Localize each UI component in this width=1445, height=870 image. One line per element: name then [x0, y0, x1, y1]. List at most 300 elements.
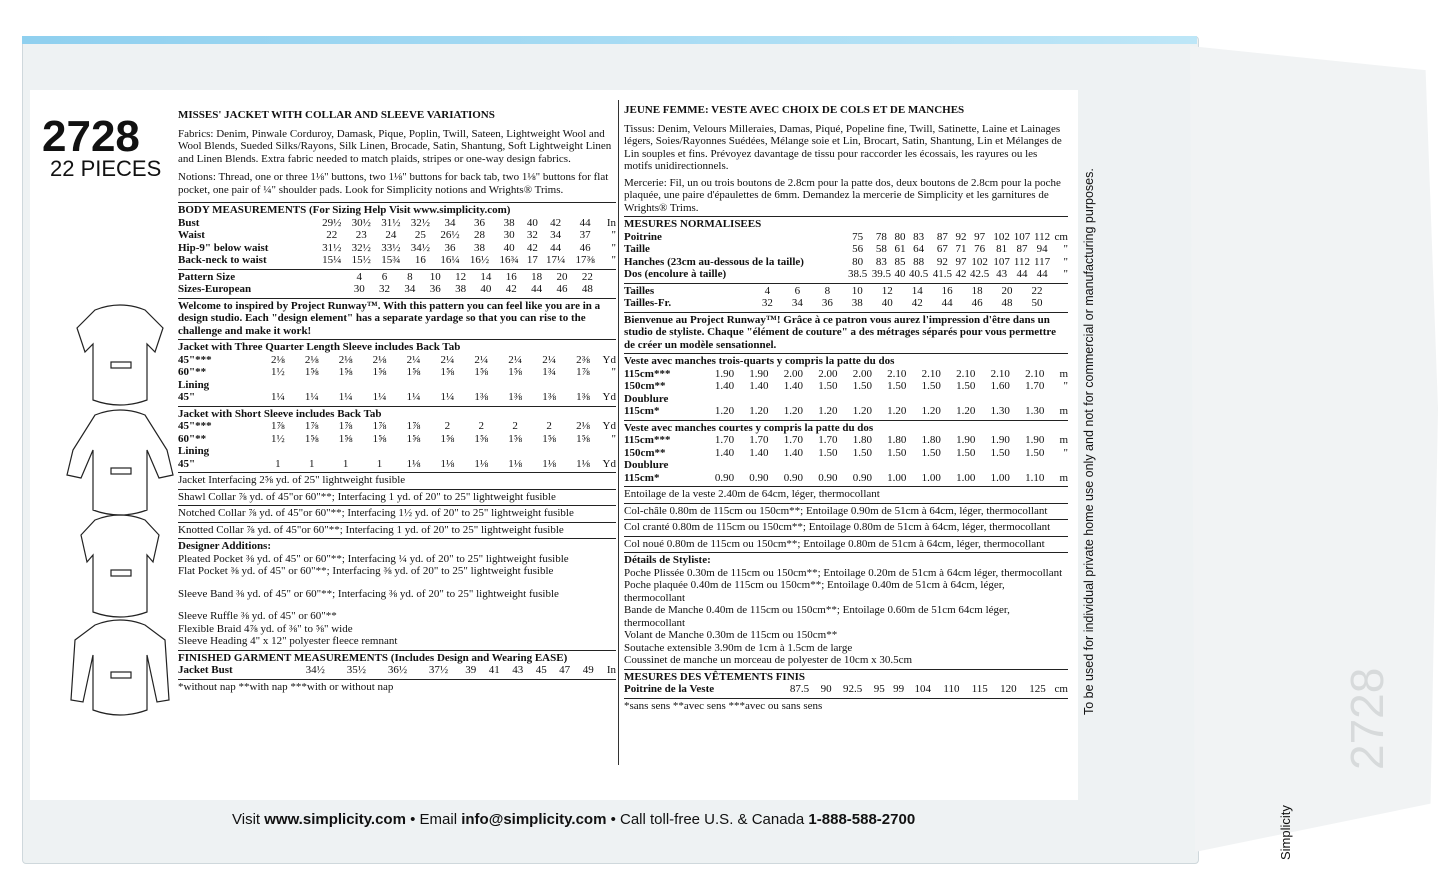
- table-cell: 38: [455, 283, 467, 295]
- row-unit: m: [1059, 367, 1068, 380]
- row-unit: ": [611, 432, 616, 445]
- table-cell: 104: [914, 683, 932, 695]
- fr-mercerie: Mercerie: Fil, un ou trois boutons de 2.8cm pour la patte dos, deux boutons de 2.8cm pour la poche plaquée, une paire d'épaulettes de 6mm. Demandez la mercerie de Simplicity et les garnitures de Wrights® Trims.: [624, 176, 1061, 214]
- table-cell: 1¼: [270, 391, 285, 403]
- table-cell: 42: [911, 297, 923, 309]
- table-cell: 1.50: [990, 446, 1010, 459]
- table-cell: 1⅝: [440, 432, 455, 445]
- fr-tissus: Tissus: Denim, Velours Milleraies, Damas, Piqué, Popeline fine, Twill, Satinette, Laine et Lainages légers, Soies/Rayonnes Suédées, Mélange soie et Lin, Brocart, Satin, Shantung, Lin et Mélanges de Lin souples et fins. Prévoyez davantage de tissu pour raccorder les écossais, les rayures ou les motifs unidirectionnels.: [624, 122, 1062, 172]
- table-cell: [811, 393, 845, 406]
- en-band: Sleeve Band ⅜ yd. of 45" or 60"**; Interfacing ⅜ yd. of 20" to 25" lightweight fusible: [178, 587, 559, 600]
- en-tq-title: Jacket with Three Quarter Length Sleeve includes Back Tab: [178, 341, 461, 353]
- row-unit: [600, 271, 616, 284]
- table-cell: 92.5: [843, 683, 863, 695]
- row-label: Pattern Size: [178, 270, 236, 283]
- table-cell: 2: [512, 420, 518, 432]
- table-cell: 41.5: [932, 268, 952, 280]
- table-cell: 2⅛: [576, 420, 590, 432]
- en-fabrics: Fabrics: Denim, Pinwale Corduroy, Damask, Pique, Poplin, Twill, Sateen, Lightweight Wool and Wool Blends, Sueded Silks/Rayons, Silk Linen, Brocade, Satin, Shantung, Soft Lightweight Linen and Linen Blends. Extra fabric needed to match plaids, stripes or one-way design fabrics.: [178, 127, 612, 165]
- table-cell: 80: [852, 255, 864, 268]
- fr-soutache: Soutache extensible 3.90m de 1cm à 1.5cm de large: [624, 641, 853, 654]
- table-cell: 38.5: [848, 268, 868, 280]
- table-cell: 1⅛: [576, 457, 590, 470]
- row-unit: [1052, 285, 1068, 298]
- table-cell: 2¼: [542, 353, 556, 366]
- row-unit: In: [606, 216, 616, 229]
- table-cell: [397, 379, 431, 392]
- table-cell: 14: [911, 284, 923, 297]
- table-cell: 12: [881, 284, 893, 297]
- table-cell: 1: [308, 457, 315, 470]
- row-label: 60"**: [178, 432, 207, 445]
- table-cell: 39: [465, 664, 477, 676]
- table-cell: 1⅝: [474, 432, 489, 445]
- table-cell: [566, 379, 600, 392]
- en-notions: Notions: Thread, one or three 1⅛" buttons, two 1⅛" buttons for back tab, two 1⅛" buttons for flat pocket, one pair of ¼" shoulder pads. Look for Simplicity notions and Wrights® Trims.: [178, 171, 609, 196]
- sketch-back-tab-2: [111, 468, 131, 474]
- table-cell: 1⅞: [576, 366, 590, 378]
- table-cell: 44: [1016, 268, 1028, 280]
- table-cell: 16: [941, 284, 953, 297]
- table-cell: 4: [356, 270, 362, 283]
- table-cell: [914, 459, 948, 472]
- table-cell: 99: [893, 683, 905, 695]
- footer-email-link[interactable]: info@simplicity.com: [461, 811, 607, 828]
- fr-mesures-title: MESURES NORMALISEES: [624, 218, 762, 230]
- sketch-long-sleeve-back: [71, 620, 169, 715]
- table-cell: 46: [971, 297, 983, 309]
- table-cell: 78: [875, 230, 887, 243]
- table-cell: [566, 445, 600, 458]
- table-cell: 2: [478, 420, 485, 432]
- row-label: 45"***: [178, 420, 212, 432]
- table-cell: 87: [936, 230, 948, 243]
- table-cell: 34: [444, 216, 456, 229]
- row-label: Doublure: [624, 459, 669, 471]
- fr-ss-title: Veste avec manches courtes y compris la patte du dos: [624, 421, 874, 434]
- table-cell: 2⅛: [270, 353, 285, 366]
- column-divider: [618, 100, 619, 765]
- row-label: 60"**: [178, 366, 207, 378]
- fr-tailles-table: [624, 285, 1068, 310]
- table-cell: 120: [1000, 683, 1017, 695]
- table-cell: 85: [894, 255, 906, 268]
- en-shawl: Shawl Collar ⅞ yd. of 45"or 60"**; Interfacing 1 yd. of 20" to 25" lightweight fusible: [178, 490, 556, 503]
- table-cell: [295, 445, 329, 458]
- row-unit: Yd: [602, 391, 616, 403]
- row-unit: cm: [1054, 230, 1068, 243]
- table-cell: [295, 379, 329, 392]
- table-cell: 2.00: [818, 367, 838, 380]
- sketch-back-tab-3: [111, 570, 131, 576]
- table-row: [178, 433, 616, 446]
- table-cell: 64: [913, 243, 925, 255]
- table-cell: 35½: [346, 664, 366, 676]
- table-cell: 1½: [270, 366, 285, 378]
- table-cell: 56: [852, 243, 864, 255]
- table-cell: 2¼: [440, 353, 455, 366]
- table-cell: 1⅝: [406, 366, 421, 378]
- table-cell: 90: [820, 683, 832, 695]
- footer-call: • Call toll-free U.S. & Canada: [606, 811, 809, 828]
- table-cell: 1.90: [1025, 434, 1045, 446]
- en-ss-table: [178, 420, 616, 470]
- row-unit: ": [1063, 380, 1068, 392]
- table-cell: 1.10: [1025, 471, 1045, 484]
- table-cell: 1¼: [406, 391, 421, 403]
- table-cell: 0.90: [714, 471, 735, 484]
- row-label: 45": [178, 457, 196, 470]
- table-cell: 30: [353, 283, 365, 295]
- fr-tq-table: [624, 368, 1068, 418]
- table-cell: 42: [526, 241, 538, 254]
- table-cell: 0.90: [783, 471, 803, 484]
- fr-volant: Volant de Manche 0.30m de 115cm ou 150cm**: [624, 629, 838, 641]
- table-row: [178, 271, 616, 284]
- table-cell: 17: [526, 254, 538, 266]
- table-cell: 1.50: [887, 446, 907, 459]
- table-cell: 32½: [410, 216, 431, 229]
- table-cell: 2.10: [1025, 367, 1045, 380]
- footer-phone: 1-888-588-2700: [808, 811, 916, 828]
- table-cell: 16¼: [440, 254, 460, 266]
- table-row: [178, 242, 616, 255]
- table-cell: 1.50: [818, 380, 838, 392]
- table-cell: [1017, 459, 1052, 472]
- table-cell: 32: [526, 229, 538, 241]
- fr-details-title: Détails de Styliste:: [624, 554, 711, 566]
- table-row: [624, 256, 1068, 269]
- table-cell: [983, 459, 1017, 472]
- table-cell: 1.20: [714, 405, 735, 417]
- row-label: 150cm**: [624, 380, 666, 392]
- table-cell: 1⅜: [576, 391, 590, 403]
- table-cell: 117: [1034, 255, 1051, 268]
- row-label: Hanches (23cm au-dessous de la taille): [624, 255, 804, 268]
- table-cell: 1⅞: [372, 420, 387, 432]
- table-cell: 16½: [469, 254, 490, 266]
- table-row: [178, 254, 616, 267]
- table-cell: 1⅝: [542, 432, 556, 445]
- table-cell: [464, 445, 498, 458]
- table-cell: 41: [488, 664, 500, 676]
- row-unit: [1052, 459, 1068, 472]
- table-cell: 71: [955, 243, 967, 255]
- table-cell: 1.20: [749, 405, 769, 417]
- table-cell: 1.50: [956, 446, 976, 459]
- row-label: Hip-9" below waist: [178, 241, 269, 254]
- footer-email-label: • Email: [405, 811, 462, 828]
- envelope-flap: [1190, 46, 1438, 852]
- table-cell: 61: [894, 243, 906, 255]
- table-row: [624, 380, 1068, 393]
- en-notched: Notched Collar ⅞ yd. of 45"or 60"**; Interfacing 1½ yd. of 20" to 25" lightweight fusible: [178, 507, 574, 519]
- table-cell: 15¾: [381, 254, 401, 266]
- table-row: [178, 354, 616, 367]
- table-cell: 34: [404, 283, 416, 295]
- row-unit: Yd: [602, 353, 616, 366]
- table-cell: [1017, 393, 1052, 406]
- en-tq-table: [178, 354, 616, 404]
- table-row: [624, 285, 1068, 298]
- row-label: Back-neck to waist: [178, 254, 267, 266]
- en-body-title: BODY MEASUREMENTS (For Sizing Help Visit www.simplicity.com): [178, 204, 511, 216]
- table-cell: 1½: [270, 432, 285, 445]
- table-row: [178, 664, 616, 677]
- en-legend: *without nap **with nap ***with or without nap: [178, 680, 394, 693]
- fr-tq-title: Veste avec manches trois-quarts y compris la patte du dos: [624, 355, 895, 367]
- row-label: 150cm**: [624, 446, 666, 459]
- table-cell: 0.90: [818, 471, 838, 484]
- table-cell: 17⅜: [575, 254, 595, 266]
- table-cell: [983, 393, 1017, 406]
- row-label: 115cm***: [624, 434, 671, 446]
- table-cell: 31½: [381, 216, 401, 229]
- table-cell: 1⅝: [304, 366, 319, 378]
- table-cell: 30: [503, 229, 515, 241]
- table-cell: 2.10: [887, 367, 907, 380]
- table-cell: 18: [971, 284, 983, 297]
- table-cell: 1.30: [990, 405, 1010, 417]
- pieces-count: 22 PIECES: [50, 156, 162, 181]
- fr-crante: Col cranté 0.80m de 115cm ou 150cm**; Entoilage 0.80m de 51cm à 64cm, léger, thermocollant: [624, 521, 1051, 533]
- table-cell: 67: [936, 243, 948, 255]
- table-row: [624, 243, 1068, 256]
- fr-plissee: Poche Plissée 0.30m de 115cm ou 150cm**; Entoilage 0.20m de 51cm à 64cm léger, thermocollant: [624, 566, 1063, 579]
- table-cell: [707, 393, 741, 406]
- row-unit: ": [1063, 255, 1068, 268]
- table-cell: 37: [579, 229, 591, 241]
- table-cell: 1⅝: [338, 432, 353, 445]
- table-cell: 1.00: [956, 471, 976, 484]
- table-cell: [776, 459, 810, 472]
- table-cell: 1.20: [956, 405, 976, 417]
- table-cell: 6: [381, 270, 388, 283]
- table-cell: 125: [1029, 683, 1046, 695]
- table-cell: 22: [581, 270, 593, 283]
- table-row: [178, 283, 616, 296]
- table-cell: [845, 393, 879, 406]
- table-cell: 1⅝: [474, 366, 489, 378]
- table-cell: 10: [851, 284, 863, 297]
- table-cell: 1.50: [852, 380, 872, 392]
- sketch-puff-sleeve-back: [81, 515, 159, 617]
- table-cell: 28: [474, 229, 486, 241]
- table-cell: 1: [275, 457, 281, 470]
- table-cell: 1⅞: [406, 420, 421, 432]
- table-cell: 34½: [410, 241, 431, 254]
- table-cell: 14: [480, 270, 492, 283]
- table-cell: 44: [941, 297, 953, 309]
- table-cell: 1.60: [990, 380, 1010, 392]
- fr-legend: *sans sens **avec sens ***avec ou sans sens: [624, 699, 823, 712]
- table-cell: 107: [993, 255, 1010, 268]
- table-cell: 92: [936, 255, 948, 268]
- table-row: [178, 445, 616, 458]
- table-cell: 1.80: [887, 434, 907, 446]
- table-cell: 20: [1001, 284, 1013, 297]
- table-row: [624, 459, 1068, 472]
- table-cell: 92: [955, 230, 967, 243]
- footer-website-link[interactable]: www.simplicity.com: [264, 811, 406, 828]
- fr-title: JEUNE FEMME: VESTE AVEC CHOIX DE COLS ET DE MANCHES: [624, 104, 965, 116]
- row-label: Poitrine: [624, 230, 662, 243]
- sketch-short-sleeve-back: [77, 305, 163, 405]
- table-cell: 23: [355, 229, 367, 241]
- table-cell: 1⅝: [372, 432, 387, 445]
- table-row: [178, 391, 616, 404]
- table-cell: 1.50: [887, 380, 907, 392]
- en-interfacing: Jacket Interfacing 2⅝ yd. of 25" lightweight fusible: [178, 474, 406, 486]
- table-cell: 1.50: [921, 446, 941, 459]
- row-label: Bust: [178, 216, 200, 229]
- table-cell: 1.50: [1025, 446, 1045, 459]
- fr-chale: Col-châle 0.80m de 115cm ou 150cm**; Entoilage 0.90m de 51cm à 64cm, léger, thermocollant: [624, 504, 1048, 517]
- table-cell: 36: [429, 283, 441, 295]
- table-cell: 2.10: [921, 367, 941, 380]
- sketch-back-tab: [111, 362, 131, 368]
- en-flat: Flat Pocket ⅜ yd. of 45" or 60"**; Interfacing ⅜ yd. of 20" to 25" lightweight fusible: [178, 565, 554, 577]
- table-cell: 8: [407, 270, 413, 283]
- table-cell: 10: [429, 270, 441, 283]
- table-cell: 31½: [322, 241, 342, 254]
- table-cell: 1⅝: [406, 432, 421, 445]
- table-cell: [261, 379, 295, 392]
- en-designer-title: Designer Additions:: [178, 540, 272, 552]
- table-cell: 80: [894, 230, 906, 243]
- table-row: [624, 434, 1068, 447]
- table-cell: 1.40: [749, 380, 769, 392]
- table-cell: 1.30: [1025, 405, 1045, 417]
- table-cell: [948, 459, 982, 472]
- table-cell: 1⅛: [474, 457, 489, 470]
- table-row: [178, 217, 616, 230]
- table-row: [624, 231, 1068, 244]
- table-cell: 16: [414, 254, 426, 266]
- en-ss-title: Jacket with Short Sleeve includes Back Tab: [178, 407, 382, 420]
- row-unit: m: [1059, 471, 1068, 484]
- table-cell: 48: [1001, 297, 1013, 309]
- table-cell: 2⅛: [304, 353, 319, 366]
- table-cell: 43: [512, 664, 524, 676]
- row-label: Sizes-European: [178, 283, 252, 295]
- en-welcome: Welcome to inspired by Project Runway™. With this pattern you can feel like you are in a design studio. Each "design element" has a separate yardage so that you can rise to the challenge and make it work!: [178, 299, 601, 337]
- en-size-table: [178, 271, 616, 296]
- table-cell: 88: [913, 255, 925, 268]
- row-unit: m: [1059, 434, 1068, 446]
- table-cell: 2: [444, 420, 451, 432]
- table-cell: 8: [824, 284, 831, 297]
- fr-noue: Col noué 0.80m de 115cm ou 150cm**; Entoilage 0.80m de 51cm à 64cm, léger, thermocollant: [624, 537, 1045, 550]
- table-cell: 40: [526, 216, 538, 229]
- table-cell: 37½: [428, 664, 449, 676]
- table-cell: [845, 459, 879, 472]
- row-unit: ": [611, 229, 616, 241]
- table-cell: 2.00: [852, 367, 872, 380]
- table-row: [624, 405, 1068, 418]
- table-cell: [914, 393, 948, 406]
- table-cell: 32: [761, 297, 773, 309]
- row-label: Lining: [178, 445, 210, 457]
- table-cell: 29½: [322, 216, 342, 229]
- table-cell: 1¼: [372, 391, 387, 403]
- table-cell: 16¾: [499, 254, 519, 266]
- table-cell: 1.20: [783, 405, 803, 417]
- table-cell: 1.70: [714, 434, 735, 446]
- table-cell: 2: [546, 420, 552, 432]
- table-cell: 1.00: [887, 471, 907, 484]
- table-cell: 44: [531, 283, 543, 295]
- table-cell: [363, 445, 397, 458]
- table-cell: 1⅝: [508, 366, 523, 378]
- table-cell: 36: [444, 241, 456, 254]
- table-cell: 15½: [351, 254, 371, 266]
- table-cell: [880, 459, 914, 472]
- table-cell: 1.40: [714, 446, 735, 459]
- table-cell: 38: [851, 297, 863, 309]
- row-label: Lining: [178, 378, 210, 391]
- table-row: [624, 683, 1068, 696]
- table-row: [178, 420, 616, 433]
- row-label: Jacket Bust: [178, 664, 233, 676]
- row-unit: m: [1059, 405, 1068, 417]
- fr-bienvenue: Bienvenue au Project Runway™! Grâce à ce patron vous aurez l'impression d'être dans un studio de styliste. Chaque "élément de couture" a des métrages séparés pour vous permettre de créer un modèle sensationnel.: [624, 313, 1057, 351]
- table-cell: 25: [414, 229, 426, 241]
- usage-note: To be used for individual private home use only and not for commercial or manufacturing purposes.: [1082, 168, 1096, 715]
- jacket-sketches: [55, 300, 185, 720]
- table-cell: 44: [1036, 268, 1048, 280]
- table-cell: [430, 445, 464, 458]
- table-cell: 0.90: [852, 471, 872, 484]
- en-pleated: Pleated Pocket ⅜ yd. of 45" or 60"**; Interfacing ¼ yd. of 20" to 25" lightweight fusible: [178, 552, 569, 565]
- table-cell: 40: [480, 283, 492, 295]
- table-cell: 39.5: [871, 268, 891, 280]
- table-cell: 42.5: [969, 268, 990, 280]
- table-cell: 49: [582, 664, 594, 676]
- table-cell: 110: [943, 683, 960, 695]
- flap-ghost-number: 2728: [1341, 667, 1393, 770]
- table-cell: 1⅜: [542, 391, 556, 403]
- en-finished-table: [178, 664, 616, 677]
- table-cell: [880, 393, 914, 406]
- row-label: Waist: [178, 229, 205, 241]
- table-cell: [363, 379, 397, 392]
- table-cell: 40.5: [909, 268, 929, 280]
- row-unit: ": [611, 254, 616, 266]
- table-cell: 1.20: [852, 405, 872, 417]
- table-cell: 95: [873, 683, 885, 695]
- en-heading: Sleeve Heading 4" x 12" polyester fleece remnant: [178, 635, 398, 647]
- table-cell: 2⅛: [372, 353, 387, 366]
- table-cell: 1.40: [783, 380, 803, 392]
- table-cell: 83: [913, 230, 925, 243]
- table-cell: 1¼: [304, 391, 319, 403]
- table-cell: 83: [875, 255, 887, 268]
- table-row: [178, 458, 616, 471]
- table-cell: 38: [474, 241, 486, 254]
- table-cell: [776, 393, 810, 406]
- table-cell: 1⅝: [372, 366, 387, 378]
- table-cell: 40: [881, 297, 893, 309]
- table-cell: 87: [1016, 243, 1028, 255]
- row-unit: In: [606, 664, 616, 676]
- row-label: 115cm***: [624, 367, 671, 380]
- table-row: [624, 297, 1068, 310]
- table-cell: 44: [579, 216, 591, 229]
- row-unit: ": [611, 366, 616, 378]
- fr-entoilage: Entoilage de la veste 2.40m de 64cm, léger, thermocollant: [624, 488, 880, 500]
- row-label: Dos (encolure à taille): [624, 268, 727, 280]
